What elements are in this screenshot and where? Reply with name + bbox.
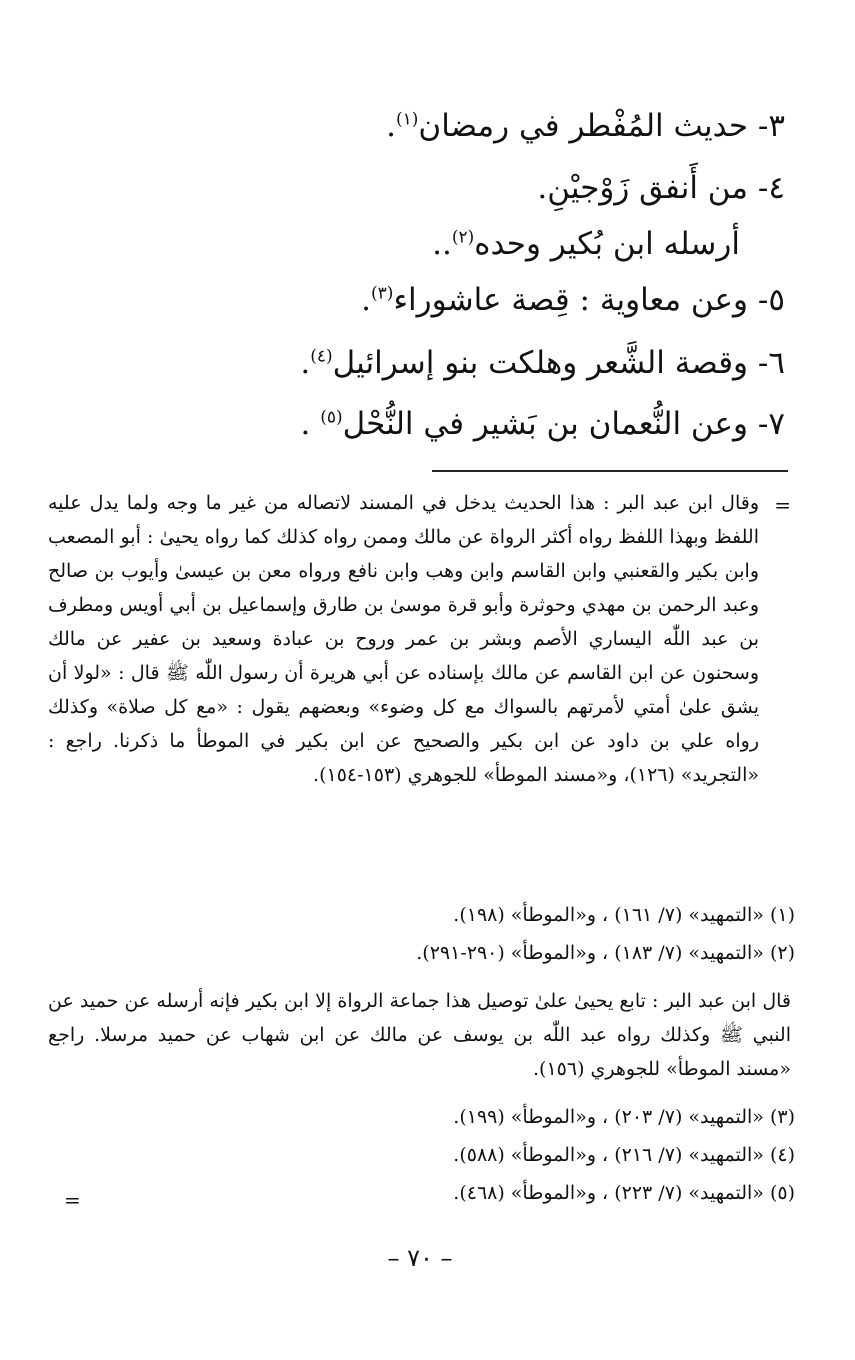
footnote-ref-5: (٥) [320,407,343,428]
main-item-4-note: أرسله ابن بُكير وحده$^{(٢)}$.. [432,226,740,262]
footnote-ref-1: (١) [396,109,419,130]
footnote-separator [432,470,788,472]
page-number: – ٧٠ – [387,1244,453,1272]
footnote-4: (٤) «التمهيد» (٧/ ٢١٦) ، و«الموطأ» (٥٨٨). [453,1144,795,1166]
main-item-5: ٥- وعن معاوية : قِصة عاشوراء$^{(٣)}$. [361,282,785,318]
footnote-ref-4: (٤) [310,346,333,367]
main-item-7: ٧- وعن النُّعمان بن بَشير في النُّحْل$^{(٥)}$ . [300,406,785,442]
footnote-1: (١) «التمهيد» (٧/ ١٦١) ، و«الموطأ» (١٩٨). [453,904,795,926]
main-item-4: ٤- من أَنفق زَوْجيْنِ. [537,170,785,206]
footnote-3: (٣) «التمهيد» (٧/ ٢٠٣) ، و«الموطأ» (١٩٩). [453,1106,795,1128]
continuation-mark-bottom: = [64,1188,81,1212]
footnote-5: (٥) «التمهيد» (٧/ ٢٢٣) ، و«الموطأ» (٤٦٨). [453,1182,795,1204]
footnote-2: (٢) «التمهيد» (٧/ ١٨٣) ، و«الموطأ» (٢٩٠-٢٩١). [416,942,795,964]
footnote-continuation-text: وقال ابن عبد البر : هذا الحديث يدخل في المسند لاتصاله من غير ما وجه ولما يدل عليه اللفظ وبهذا اللفظ رواه أكثر الرواة عن مالك وممن رواه كذلك كما رواه يحيىٰ : أبو المصعب وابن بكير والقعنبي وابن القاسم وابن وهب وابن نافع ورواه معن بن عيسىٰ وأيوب بن صالح وعبد الرحمن بن مهدي وحوثرة وأبو قرة موسىٰ بن طارق وإسماعيل بن أبي أويس ومطرف بن عبد اللّٰه اليساري الأصم وبشر بن عمر وروح بن عبادة وسعيد بن عفير عن مالك وسحنون عن ابن القاسم عن مالك بإسناده عن أبي هريرة أن رسول اللّٰه ﷺ قال : «لولا أن يشق علىٰ أمتي لأمرتهم بالسواك مع كل وضوء» وبعضهم يقول : «مع كل صلاة» وكذلك رواه علي بن داود عن ابن بكير والصحيح عن ابن بكير في الموطأ ما ذكرنا. راجع : «التجريد» (١٢٦)، و«مسند الموطأ» للجوهري (١٥٣-١٥٤). [48,492,759,786]
footnote-2-extra: قال ابن عبد البر : تابع يحيىٰ علىٰ توصيل هذا جماعة الرواة إلا ابن بكير فإنه أرسله عن حميد عن النبي ﷺ وكذلك رواه عبد اللّٰه بن يوسف عن مالك عن ابن شهاب عن حميد مرسلا. راجع «مسند الموطأ» للجوهري (١٥٦). [48,990,791,1080]
main-item-3: ٣- حديث المُفْطر في رمضان$^{(١)}$. [386,108,785,144]
footnote-ref-2: (٢) [451,227,475,248]
footnote-ref-3: (٣) [371,283,394,304]
continuation-mark-top: = [774,493,791,517]
footnote-continuation [48,486,759,792]
main-item-6: ٦- وقصة الشَّعر وهلكت بنو إسرائيل$^{(٤)}$. [300,345,785,381]
